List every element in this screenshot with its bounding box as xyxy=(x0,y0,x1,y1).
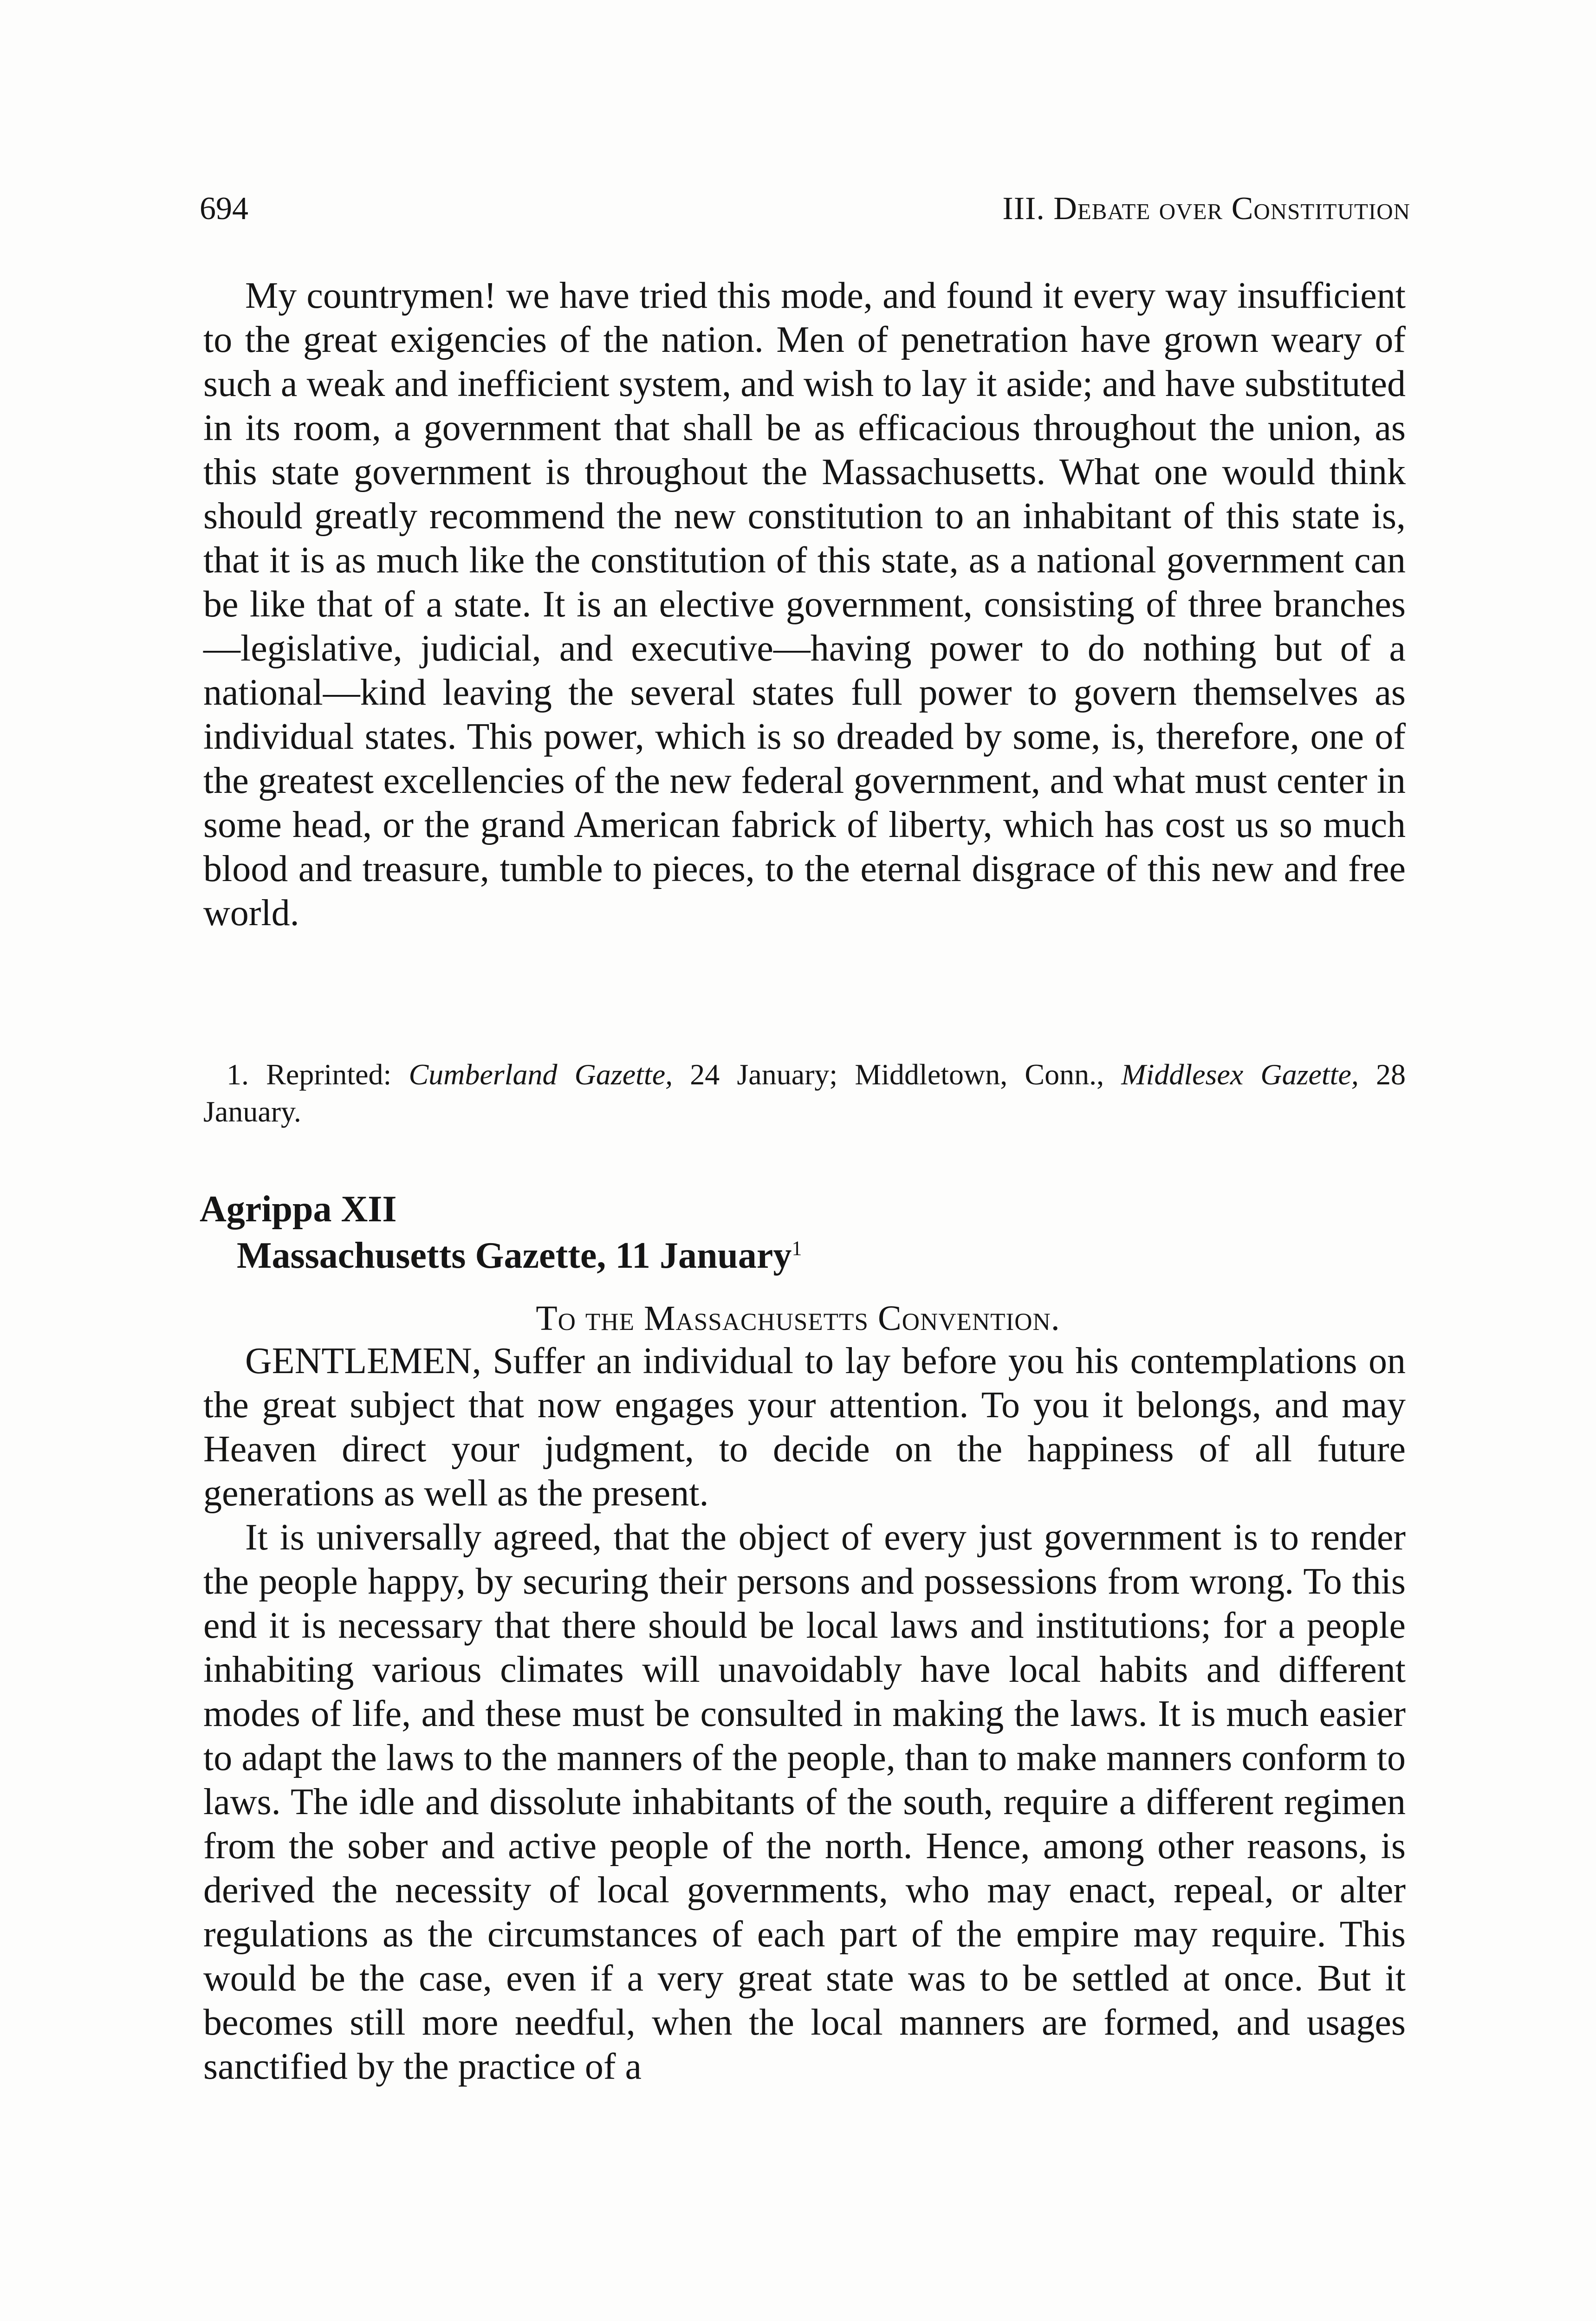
continued-text xyxy=(203,274,1406,935)
address-line: To the Massachusetts Convention. xyxy=(536,1299,1060,1338)
body-paragraph: It is universally agreed, that the object of every just government is to render the people happy, by securing their persons and possessions from wrong. To this end it is necessary that there should be local laws and institutions; for a people inhabiting various climates will unavoidably have local habits and different modes of life, and these must be consulted in making the laws. It is much easier to adapt the laws to the manners of the people, than to make manners conform to laws. The idle and dissolute inhabitants of the south, require a different regimen from the sober and active people of the north. Hence, among other reasons, is derived the necessity of local governments, who may enact, repeal, or alter regulations as the circumstances of each part of the empire may require. This would be the case, even if a very great state was to be settled at once. But it becomes still more needful, when the local manners are formed, and usages sanctified by the practice of a xyxy=(203,1517,1406,2087)
page-header xyxy=(200,183,1410,234)
page-number: 694 xyxy=(200,191,248,227)
footnote xyxy=(203,1056,1406,1130)
footnote-middle: 24 January; Middletown, Conn., xyxy=(673,1058,1122,1091)
body-paragraph: GENTLEMEN, Suffer an individual to lay before you his contemplations on the great subject that now engages your attention. To you it belongs, and may Heaven direct your judgment, to decide on the happiness of all future generations as well as the present. xyxy=(203,1341,1406,1514)
footnote-suffix: 28 January. xyxy=(203,1058,1406,1128)
running-head: III. Debate over Constitution xyxy=(1002,191,1410,227)
document-source xyxy=(237,1232,802,1279)
document-title: Agrippa XII xyxy=(200,1189,397,1230)
footnote-marker: 1. xyxy=(227,1058,249,1091)
footnote-prefix: Reprinted: xyxy=(249,1058,409,1091)
body-paragraph: My countrymen! we have tried this mode, and found it every way insufficient to the great exigencies of the nation. Men of penetration have grown weary of such a weak and inefficient system, and wish to lay it aside; and have substituted in its room, a government that shall be as efficacious throughout the union, as this state government is throughout the Massachusetts. What one would think should greatly recommend the new constitution to an inhabitant of this state is, that it is as much like the constitution of this state, as a national government can be like that of a state. It is an elective government, consisting of three branches—legislative, judicial, and executive—having power to do nothing but of a national—kind leaving the several states full power to govern themselves as individual states. This power, which is so dreaded by some, is, therefore, one of the greatest excellencies of the new federal government, and what must center in some head, or the grand American fabrick of liberty, which has cost us so much blood and treasure, tumble to pieces, to the eternal disgrace of this new and free world. xyxy=(203,275,1406,934)
footnote-reference: 1 xyxy=(792,1237,802,1260)
document-source-text: Massachusetts Gazette, 11 January xyxy=(237,1235,792,1276)
footnote-source-2: Middlesex Gazette, xyxy=(1121,1058,1359,1091)
document-body xyxy=(203,1339,1406,2089)
footnote-source-1: Cumberland Gazette, xyxy=(409,1058,673,1091)
